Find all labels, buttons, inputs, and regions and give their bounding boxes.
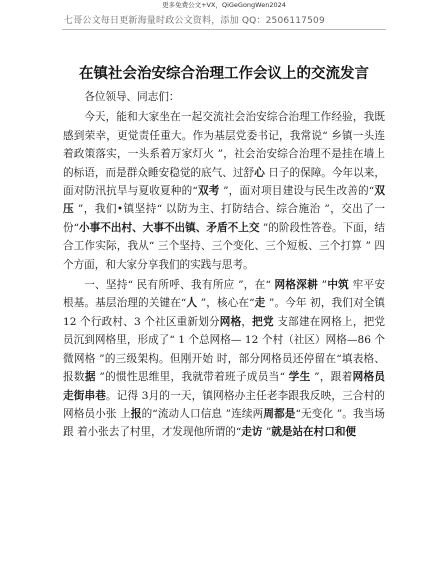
text-run: 的“流动人口信息 ”连续两 [141, 407, 264, 420]
text-run: “无变化 ”。我当场跟 着小张去了村里，才发现他所谓的“ [63, 407, 386, 439]
text-run: ”的阶段性答卷。下面，结合工作实际，我从“ 三个坚持、三个变化、三个短板、三个打算 ” 四个方面，和大家分享我们的实践与思考。 [63, 221, 385, 271]
bold-text-run: 把党 [252, 315, 274, 328]
bold-text-run: 网格 [219, 315, 242, 328]
top-banner: 更多免费公文+VX，QiGeGongWen2024 [162, 1, 286, 9]
bold-text-run: 人 [186, 297, 198, 310]
text-run: 支部建在网格上，把党员沉到网格里，形成了“ 1 个总网格— 12 个村（社区）网格—86 个微网格 ”的三级架构。但刚开始 时，部分网格员还停留在“填表格、报数 [63, 315, 385, 384]
paragraph-2 [63, 276, 385, 442]
header-rule [62, 29, 386, 30]
bold-text-run: 心 [254, 166, 265, 179]
bold-text-run: 小事不出村、大事不出镇、矛盾不上交 [79, 221, 260, 234]
text-run: ”，跟着 [310, 371, 353, 384]
text-run: ”的惯性思维里，我就带着班子成员当“ [95, 371, 289, 384]
text-run: 今天，能和大家坐在一起交流社会治安综合治理工作经验，我既感到荣幸，更觉责任重大。作为基层党委书记，我常说“ 乡镇一头连着政策落实，一头系着万家灯火 ”，社会治安综合治理不是挂在墙上的标语，而是群众睡安稳觉的底气、过舒 [63, 111, 385, 179]
bold-text-run: 报 [130, 407, 142, 420]
text-run: 日子的保障。今年以来，面对防汛抗旱与夏收夏种的“ [63, 166, 386, 198]
text-run: ” [262, 426, 272, 439]
text-run: ， [241, 315, 253, 328]
bold-text-run: 周都是 [263, 407, 296, 420]
bold-text-run: 网格员走街串巷 [63, 371, 386, 402]
bold-text-run: 双考 [197, 185, 220, 198]
text-run: ”，我们•镇坚持“ 以防为主、打防结合、综合施治 ”，交出了一份“ [63, 203, 385, 234]
document-title: 在镇社会治安综合治理工作会议上的交流发言 [79, 66, 369, 82]
bold-text-run: 学生 [288, 371, 311, 384]
bold-text-run: 网格深耕 [274, 279, 318, 292]
text-run: ” [317, 279, 328, 292]
bold-text-run: 走 [254, 297, 266, 310]
paragraph-1 [63, 108, 385, 274]
text-run: ”，核心在“ [197, 297, 255, 310]
page-header: 七哥公文每日更新海量时政公文资料，添加 QQ：2506117509 [64, 16, 325, 26]
text-run: ”。今年 初，我们对全镇 12 个行政村、3 个社区重新划分 [63, 297, 386, 328]
bold-text-run: 走访 [241, 426, 263, 439]
text-run: 牢平安根基。基层治理的关键在“ [63, 279, 385, 310]
text-run: 。记得 3月的一天，镇网格办主任老李跟我反映，三合村的网格员小张 上 [63, 389, 385, 420]
document-body [63, 88, 385, 442]
bold-text-run: 双压 [63, 185, 385, 216]
bold-text-run: 据 [84, 371, 96, 384]
bold-text-run: 就是站在村口和便 [271, 426, 357, 439]
bold-text-run: 中筑 [327, 279, 350, 292]
text-run: ”，面对项目建设与民生改善的“ [219, 185, 375, 198]
text-run: 一、坚持“ 民有所呼、我有所应 ”，在“ [84, 279, 275, 292]
greeting: 各位领导、同志们： [84, 91, 180, 103]
